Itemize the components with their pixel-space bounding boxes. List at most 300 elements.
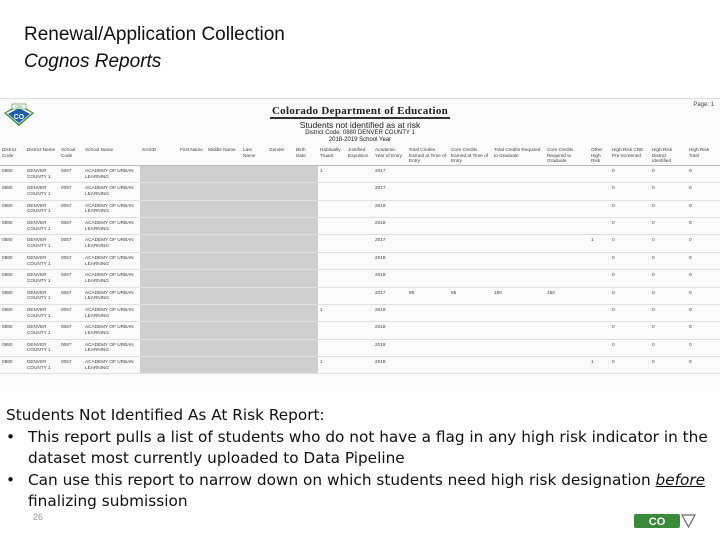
- table-cell: 0: [610, 270, 650, 287]
- report-table: [0, 146, 720, 374]
- table-cell: [492, 217, 545, 234]
- table-cell: [449, 183, 492, 200]
- table-cell: 1: [318, 304, 346, 321]
- table-cell: 2018: [373, 200, 407, 217]
- table-cell: [492, 357, 545, 374]
- logo-badge-text: CDE: [15, 105, 23, 109]
- table-cell: 180: [492, 287, 545, 304]
- redacted-cell: [178, 183, 206, 200]
- table-cell: [407, 357, 449, 374]
- bullet-item: [6, 470, 714, 513]
- table-cell: 0067: [59, 200, 83, 217]
- table-cell: 0880: [0, 270, 25, 287]
- redacted-cell: [178, 200, 206, 217]
- table-cell: [545, 322, 589, 339]
- table-cell: 0880: [0, 287, 25, 304]
- table-cell: DENVER COUNTY 1: [25, 235, 59, 252]
- table-cell: ACADEMY OF URBAN LEARNING: [83, 339, 140, 356]
- redacted-cell: [241, 252, 267, 269]
- table-cell: DENVER COUNTY 1: [25, 217, 59, 234]
- table-cell: [449, 200, 492, 217]
- redacted-cell: [267, 357, 294, 374]
- table-cell: 0067: [59, 235, 83, 252]
- redacted-cell: [140, 322, 178, 339]
- table-cell: ACADEMY OF URBAN LEARNING: [83, 217, 140, 234]
- table-cell: 0: [610, 252, 650, 269]
- table-cell: [492, 200, 545, 217]
- table-cell: 0880: [0, 200, 25, 217]
- redacted-cell: [267, 252, 294, 269]
- redacted-cell: [241, 183, 267, 200]
- table-cell: [589, 252, 610, 269]
- slide-title: Renewal/Application Collection: [24, 24, 285, 45]
- table-cell: 0: [650, 322, 687, 339]
- redacted-cell: [294, 339, 318, 356]
- table-cell: [318, 339, 346, 356]
- redacted-cell: [206, 270, 241, 287]
- redacted-cell: [206, 322, 241, 339]
- redacted-cell: [178, 217, 206, 234]
- redacted-cell: [178, 235, 206, 252]
- table-cell: [449, 235, 492, 252]
- redacted-cell: [294, 165, 318, 182]
- column-header: Core Credits Required to Graduate: [545, 146, 589, 165]
- redacted-cell: [140, 304, 178, 321]
- table-cell: [589, 200, 610, 217]
- table-cell: DENVER COUNTY 1: [25, 165, 59, 182]
- table-cell: [545, 165, 589, 182]
- redacted-cell: [178, 270, 206, 287]
- redacted-cell: [294, 200, 318, 217]
- table-cell: 0: [650, 183, 687, 200]
- table-cell: [318, 183, 346, 200]
- table-cell: 0880: [0, 357, 25, 374]
- table-cell: 0: [687, 183, 720, 200]
- table-cell: 0: [687, 357, 720, 374]
- table-cell: 0: [650, 200, 687, 217]
- table-cell: 0: [687, 304, 720, 321]
- slide-subtitle: Cognos Reports: [24, 51, 162, 72]
- report-title: Students not identified as at risk: [299, 120, 421, 130]
- table-cell: DENVER COUNTY 1: [25, 357, 59, 374]
- table-cell: 1: [589, 357, 610, 374]
- table-cell: 0: [610, 165, 650, 182]
- table-cell: 0067: [59, 165, 83, 182]
- column-header: SASID: [140, 146, 178, 165]
- column-header: First Name: [178, 146, 206, 165]
- report-header: [0, 101, 720, 144]
- table-cell: ACADEMY OF URBAN LEARNING: [83, 357, 140, 374]
- redacted-cell: [294, 322, 318, 339]
- redacted-cell: [206, 183, 241, 200]
- redacted-cell: [241, 304, 267, 321]
- table-cell: [545, 217, 589, 234]
- column-header: Habitually Truant: [318, 146, 346, 165]
- redacted-cell: [140, 200, 178, 217]
- table-cell: DENVER COUNTY 1: [25, 304, 59, 321]
- table-cell: ACADEMY OF URBAN LEARNING: [83, 200, 140, 217]
- redacted-cell: [178, 357, 206, 374]
- table-cell: [492, 252, 545, 269]
- redacted-cell: [267, 304, 294, 321]
- redacted-cell: [140, 165, 178, 182]
- bullet-item: [6, 427, 714, 470]
- table-cell: DENVER COUNTY 1: [25, 339, 59, 356]
- table-cell: 0: [610, 339, 650, 356]
- column-header: Core Credits Earned at Time of Entry: [449, 146, 492, 165]
- bullet-emphasis: before: [655, 470, 706, 489]
- column-header: District Name: [25, 146, 59, 165]
- redacted-cell: [178, 165, 206, 182]
- table-cell: 85: [407, 287, 449, 304]
- table-cell: [545, 183, 589, 200]
- column-header: School Name: [83, 146, 140, 165]
- table-cell: 2017: [373, 183, 407, 200]
- report-organization: Colorado Department of Education: [271, 105, 449, 117]
- table-cell: [318, 252, 346, 269]
- table-cell: [545, 200, 589, 217]
- table-cell: [346, 183, 373, 200]
- redacted-cell: [206, 304, 241, 321]
- table-cell: [492, 339, 545, 356]
- table-cell: [346, 217, 373, 234]
- table-cell: [589, 270, 610, 287]
- table-cell: 0067: [59, 304, 83, 321]
- table-cell: 0880: [0, 183, 25, 200]
- redacted-cell: [267, 339, 294, 356]
- table-cell: 0067: [59, 322, 83, 339]
- redacted-cell: [294, 357, 318, 374]
- redacted-cell: [178, 339, 206, 356]
- table-cell: [449, 165, 492, 182]
- table-cell: 0: [687, 252, 720, 269]
- table-cell: [449, 270, 492, 287]
- table-cell: [346, 252, 373, 269]
- table-row: [0, 357, 720, 374]
- bullet-text: This report pulls a list of students who do not have a flag in any high risk indicator in the dataset most currently uploaded to Data Pipeline: [28, 427, 708, 467]
- table-cell: 0: [610, 235, 650, 252]
- table-row: [0, 304, 720, 321]
- table-cell: 0: [650, 287, 687, 304]
- bullet-dot: •: [6, 470, 16, 489]
- table-row: [0, 287, 720, 304]
- table-cell: [589, 287, 610, 304]
- table-cell: [346, 287, 373, 304]
- table-cell: 0: [687, 287, 720, 304]
- table-cell: ACADEMY OF URBAN LEARNING: [83, 304, 140, 321]
- logo-text: CO: [13, 114, 25, 121]
- table-cell: [589, 322, 610, 339]
- table-cell: 0880: [0, 252, 25, 269]
- column-header: School Code: [59, 146, 83, 165]
- table-cell: 0880: [0, 322, 25, 339]
- redacted-cell: [206, 217, 241, 234]
- table-row: [0, 200, 720, 217]
- table-cell: ACADEMY OF URBAN LEARNING: [83, 322, 140, 339]
- table-cell: 2017: [373, 235, 407, 252]
- table-cell: 0880: [0, 235, 25, 252]
- table-cell: 2018: [373, 357, 407, 374]
- caption-heading: Students Not Identified As At Risk Report:: [6, 406, 325, 424]
- table-cell: 0: [687, 217, 720, 234]
- table-cell: 0: [650, 339, 687, 356]
- column-header: Gender: [267, 146, 294, 165]
- bullet-text-end: finalizing submission: [28, 492, 188, 510]
- table-cell: 0067: [59, 270, 83, 287]
- table-cell: ACADEMY OF URBAN LEARNING: [83, 270, 140, 287]
- table-cell: 0067: [59, 357, 83, 374]
- table-body: [0, 165, 720, 374]
- report-page-number: Page: 1: [693, 102, 714, 108]
- table-cell: 0067: [59, 252, 83, 269]
- table-cell: [318, 235, 346, 252]
- colorado-logo-icon: [634, 510, 696, 530]
- table-cell: [346, 304, 373, 321]
- redacted-cell: [241, 270, 267, 287]
- table-cell: 0067: [59, 183, 83, 200]
- table-cell: [318, 287, 346, 304]
- table-cell: 1: [318, 165, 346, 182]
- redacted-cell: [140, 183, 178, 200]
- bullet-text-start: Can use this report to narrow down on which students need high risk designation: [28, 470, 656, 489]
- redacted-cell: [140, 270, 178, 287]
- table-cell: 0: [650, 165, 687, 182]
- table-cell: 0880: [0, 304, 25, 321]
- table-cell: [589, 339, 610, 356]
- table-cell: DENVER COUNTY 1: [25, 287, 59, 304]
- table-cell: 2018: [373, 270, 407, 287]
- table-cell: ACADEMY OF URBAN LEARNING: [83, 235, 140, 252]
- table-cell: DENVER COUNTY 1: [25, 252, 59, 269]
- table-cell: [449, 357, 492, 374]
- redacted-cell: [294, 252, 318, 269]
- table-cell: 1: [589, 235, 610, 252]
- report-screenshot: [0, 98, 720, 391]
- redacted-cell: [267, 165, 294, 182]
- table-cell: [492, 304, 545, 321]
- table-cell: [492, 165, 545, 182]
- table-cell: [545, 270, 589, 287]
- table-cell: 0: [610, 200, 650, 217]
- table-cell: 0: [610, 304, 650, 321]
- column-header: Birth Date: [294, 146, 318, 165]
- redacted-cell: [267, 270, 294, 287]
- slide-number: 26: [33, 512, 44, 522]
- table-cell: [346, 165, 373, 182]
- redacted-cell: [140, 235, 178, 252]
- redacted-cell: [267, 322, 294, 339]
- redacted-cell: [241, 339, 267, 356]
- column-header: Academic Year of Entry: [373, 146, 407, 165]
- table-cell: 0: [650, 270, 687, 287]
- redacted-cell: [140, 339, 178, 356]
- table-cell: DENVER COUNTY 1: [25, 270, 59, 287]
- redacted-cell: [241, 357, 267, 374]
- bullet-dot: •: [6, 427, 16, 446]
- table-cell: [407, 339, 449, 356]
- table-cell: [318, 270, 346, 287]
- table-cell: [407, 270, 449, 287]
- redacted-cell: [241, 165, 267, 182]
- table-cell: [492, 183, 545, 200]
- report-district-line: District Code: 0880 DENVER COUNTY 1: [305, 130, 415, 136]
- table-cell: [545, 235, 589, 252]
- table-cell: 2017: [373, 165, 407, 182]
- table-cell: [407, 252, 449, 269]
- table-cell: [407, 235, 449, 252]
- redacted-cell: [206, 357, 241, 374]
- table-cell: 0: [687, 270, 720, 287]
- table-cell: [545, 252, 589, 269]
- redacted-cell: [294, 183, 318, 200]
- table-cell: [346, 339, 373, 356]
- table-cell: [407, 304, 449, 321]
- table-cell: 0880: [0, 217, 25, 234]
- redacted-cell: [140, 287, 178, 304]
- table-row: [0, 235, 720, 252]
- table-cell: 2018: [373, 217, 407, 234]
- table-cell: [407, 200, 449, 217]
- table-cell: [545, 304, 589, 321]
- table-cell: [407, 165, 449, 182]
- table-cell: ACADEMY OF URBAN LEARNING: [83, 252, 140, 269]
- redacted-cell: [294, 270, 318, 287]
- column-header: High Risk Total: [687, 146, 720, 165]
- table-row: [0, 183, 720, 200]
- column-header: Justified Expulsion: [346, 146, 373, 165]
- redacted-cell: [267, 200, 294, 217]
- table-cell: [318, 217, 346, 234]
- table-cell: [589, 304, 610, 321]
- table-cell: 0: [687, 322, 720, 339]
- table-cell: 0: [610, 287, 650, 304]
- report-year-line: 2018-2019 School Year: [328, 137, 392, 143]
- table-cell: [407, 183, 449, 200]
- table-cell: [318, 200, 346, 217]
- table-cell: [346, 270, 373, 287]
- table-cell: [545, 357, 589, 374]
- table-cell: 2018: [373, 322, 407, 339]
- table-cell: [589, 183, 610, 200]
- table-header-row: [0, 146, 720, 165]
- redacted-cell: [267, 235, 294, 252]
- redacted-cell: [206, 339, 241, 356]
- redacted-cell: [178, 322, 206, 339]
- redacted-cell: [241, 200, 267, 217]
- table-cell: 2017: [373, 287, 407, 304]
- column-header: High Risk CDE Pre-Screened: [610, 146, 650, 165]
- table-row: [0, 270, 720, 287]
- table-cell: DENVER COUNTY 1: [25, 183, 59, 200]
- table-cell: ACADEMY OF URBAN LEARNING: [83, 165, 140, 182]
- table-cell: 0: [610, 217, 650, 234]
- table-cell: [346, 200, 373, 217]
- column-header: District Code: [0, 146, 25, 165]
- redacted-cell: [178, 252, 206, 269]
- table-cell: 0: [687, 200, 720, 217]
- table-cell: 0: [650, 235, 687, 252]
- table-cell: 0: [650, 357, 687, 374]
- redacted-cell: [140, 252, 178, 269]
- table-cell: [492, 235, 545, 252]
- table-cell: 0067: [59, 287, 83, 304]
- table-row: [0, 339, 720, 356]
- table-row: [0, 252, 720, 269]
- table-cell: 0: [687, 235, 720, 252]
- table-cell: 1: [318, 357, 346, 374]
- table-cell: [589, 165, 610, 182]
- table-cell: ACADEMY OF URBAN LEARNING: [83, 287, 140, 304]
- table-cell: 2018: [373, 252, 407, 269]
- table-cell: 0: [687, 339, 720, 356]
- table-cell: 0067: [59, 339, 83, 356]
- table-cell: 85: [449, 287, 492, 304]
- table-cell: 0067: [59, 217, 83, 234]
- table-cell: [346, 235, 373, 252]
- redacted-cell: [178, 287, 206, 304]
- redacted-cell: [267, 183, 294, 200]
- column-header: Middle Name: [206, 146, 241, 165]
- redacted-cell: [241, 235, 267, 252]
- table-cell: 0: [687, 165, 720, 182]
- redacted-cell: [267, 217, 294, 234]
- table-cell: 0: [610, 322, 650, 339]
- table-cell: [346, 322, 373, 339]
- column-header: Total Credits Earned at Time of Entry: [407, 146, 449, 165]
- redacted-cell: [241, 217, 267, 234]
- table-cell: [449, 252, 492, 269]
- table-cell: [449, 322, 492, 339]
- table-cell: ACADEMY OF URBAN LEARNING: [83, 183, 140, 200]
- table-cell: [545, 339, 589, 356]
- column-header: Total Credits Required to Graduate: [492, 146, 545, 165]
- table-cell: 0: [610, 183, 650, 200]
- table-cell: [449, 304, 492, 321]
- table-row: [0, 217, 720, 234]
- table-row: [0, 165, 720, 182]
- table-cell: [492, 270, 545, 287]
- table-cell: 0: [650, 252, 687, 269]
- caption: [6, 405, 714, 513]
- column-header: Other High Risk: [589, 146, 610, 165]
- table-row: [0, 322, 720, 339]
- table-cell: 2018: [373, 304, 407, 321]
- table-cell: [449, 339, 492, 356]
- redacted-cell: [294, 217, 318, 234]
- table-cell: 180: [545, 287, 589, 304]
- redacted-cell: [140, 217, 178, 234]
- table-cell: 0880: [0, 339, 25, 356]
- redacted-cell: [206, 252, 241, 269]
- table-cell: [407, 217, 449, 234]
- table-cell: DENVER COUNTY 1: [25, 322, 59, 339]
- table-cell: 0: [650, 304, 687, 321]
- redacted-cell: [294, 235, 318, 252]
- redacted-cell: [206, 235, 241, 252]
- redacted-cell: [241, 322, 267, 339]
- table-cell: [407, 322, 449, 339]
- table-cell: [492, 322, 545, 339]
- table-cell: 0: [610, 357, 650, 374]
- redacted-cell: [241, 287, 267, 304]
- table-cell: [346, 357, 373, 374]
- redacted-cell: [294, 304, 318, 321]
- table-cell: 2018: [373, 339, 407, 356]
- redacted-cell: [294, 287, 318, 304]
- column-header: Last Name: [241, 146, 267, 165]
- table-cell: [589, 217, 610, 234]
- redacted-cell: [206, 287, 241, 304]
